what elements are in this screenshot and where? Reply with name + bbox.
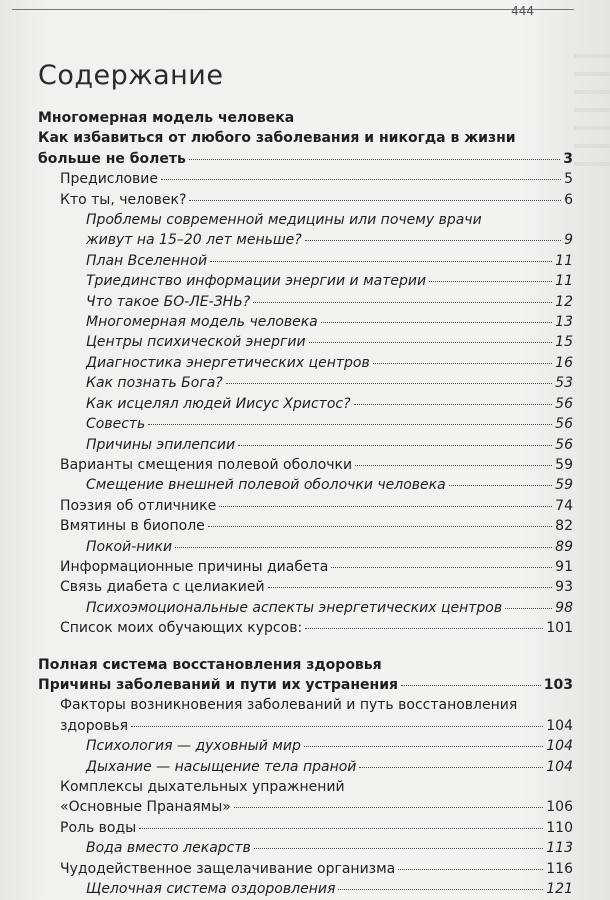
dot-leader bbox=[226, 383, 552, 384]
dot-leader bbox=[304, 746, 543, 747]
toc-entry[interactable]: Роль воды 110 bbox=[38, 818, 573, 838]
entry-page: 56 bbox=[555, 436, 573, 453]
dot-leader bbox=[305, 628, 543, 629]
dot-leader bbox=[429, 281, 552, 282]
dot-leader bbox=[398, 869, 543, 870]
entry-page: 110 bbox=[546, 819, 573, 836]
dot-leader bbox=[268, 587, 553, 588]
dot-leader bbox=[238, 445, 552, 446]
dot-leader bbox=[208, 526, 552, 527]
dot-leader bbox=[139, 828, 543, 829]
part-heading: Многомерная модель человека bbox=[38, 110, 295, 126]
toc-entry[interactable]: Поэзия об отличнике 74 bbox=[38, 496, 573, 516]
entry-page: 104 bbox=[546, 738, 573, 755]
toc-entry-line: Факторы возникновения заболеваний и путь восстановления bbox=[60, 697, 518, 714]
toc-entry[interactable]: Диагностика энергетических центров 16 bbox=[38, 353, 573, 373]
toc-entry[interactable]: живут на 15–20 лет меньше? 9 bbox=[38, 230, 573, 250]
dot-leader bbox=[254, 848, 544, 849]
entry-page: 12 bbox=[555, 293, 573, 310]
toc-entry[interactable]: Многомерная модель человека 13 bbox=[38, 312, 573, 332]
toc-entry[interactable]: Центры психической энергии 15 bbox=[38, 332, 573, 352]
entry-page: 11 bbox=[555, 273, 573, 290]
section-gap bbox=[38, 639, 573, 655]
entry-page: 13 bbox=[555, 314, 573, 331]
entry-page: 82 bbox=[555, 518, 573, 535]
toc-entry[interactable]: Причины заболеваний и пути их устранения 103 bbox=[38, 675, 573, 695]
entry-page: 113 bbox=[546, 840, 573, 857]
dot-leader bbox=[253, 302, 552, 303]
entry-page: 5 bbox=[564, 171, 573, 188]
entry-page: 6 bbox=[564, 191, 573, 208]
toc-entry[interactable]: Как исцелял людей Иисус Христос? 56 bbox=[38, 394, 573, 414]
toc-entry[interactable]: Вода вместо лекарств 113 bbox=[38, 838, 573, 858]
dot-leader bbox=[338, 889, 543, 890]
toc-entry[interactable]: Информационные причины диабета 91 bbox=[38, 557, 573, 577]
toc-entry[interactable]: Психоэмоциональные аспекты энергетических центров 98 bbox=[38, 598, 573, 618]
toc-entry[interactable]: Кто ты, человек? 6 bbox=[38, 190, 573, 210]
entry-page: 91 bbox=[555, 558, 573, 575]
dot-leader bbox=[373, 363, 552, 364]
dot-leader bbox=[305, 240, 561, 241]
toc-entry[interactable]: Связь диабета с целиакией 93 bbox=[38, 577, 573, 597]
toc-entry-line: Проблемы современной медицины или почему врачи bbox=[86, 212, 482, 229]
toc-entry[interactable]: Список моих обучающих курсов: 101 bbox=[38, 618, 573, 638]
toc-entry[interactable]: Триединство информации энергии и материи 11 bbox=[38, 271, 573, 291]
toc-entry-line: Комплексы дыхательных упражнений bbox=[60, 779, 345, 795]
toc-entry[interactable]: Вмятины в биополе 82 bbox=[38, 516, 573, 536]
entry-page: 9 bbox=[564, 232, 573, 249]
entry-page: 106 bbox=[546, 799, 573, 816]
section-heading-line: Как избавиться от любого заболевания и никогда в жизни bbox=[38, 130, 516, 147]
toc-entry[interactable]: Предисловие 5 bbox=[38, 169, 573, 189]
entry-page: 116 bbox=[546, 860, 573, 877]
toc-entry[interactable]: Щелочная система оздоровления 121 bbox=[38, 879, 573, 899]
entry-page: 56 bbox=[555, 416, 573, 433]
entry-page: 11 bbox=[555, 252, 573, 269]
entry-page: 104 bbox=[546, 717, 573, 734]
dot-leader bbox=[321, 322, 552, 323]
toc-entry[interactable]: Психология — духовный мир 104 bbox=[38, 736, 573, 756]
toc-entry[interactable]: Варианты смещения полевой оболочки 59 bbox=[38, 455, 573, 475]
entry-page: 16 bbox=[555, 354, 573, 371]
dot-leader bbox=[331, 567, 552, 568]
dot-leader bbox=[189, 159, 560, 160]
entry-page: 56 bbox=[555, 395, 573, 412]
dot-leader bbox=[309, 342, 553, 343]
table-of-contents bbox=[38, 108, 573, 899]
entry-page: 53 bbox=[555, 375, 573, 392]
entry-page: 93 bbox=[555, 579, 573, 596]
entry-page: 121 bbox=[546, 881, 573, 898]
toc-entry[interactable]: Чудодейственное защелачивание организма 116 bbox=[38, 859, 573, 879]
dot-leader bbox=[219, 506, 552, 507]
header-rule bbox=[12, 4, 574, 18]
dot-leader bbox=[131, 726, 543, 727]
dot-leader bbox=[505, 608, 552, 609]
toc-entry[interactable]: План Вселенной 11 bbox=[38, 251, 573, 271]
entry-page: 101 bbox=[546, 620, 573, 637]
dot-leader bbox=[175, 547, 552, 548]
toc-entry[interactable]: Совесть 56 bbox=[38, 414, 573, 434]
entry-page: 103 bbox=[543, 676, 573, 693]
bleed-through-text bbox=[574, 40, 610, 170]
entry-page: 59 bbox=[555, 477, 573, 494]
toc-entry[interactable]: Причины эпилепсии 56 bbox=[38, 435, 573, 455]
entry-page: 15 bbox=[555, 334, 573, 351]
dot-leader bbox=[161, 179, 561, 180]
dot-leader bbox=[354, 404, 553, 405]
dot-leader bbox=[449, 485, 552, 486]
entry-page: 74 bbox=[555, 497, 573, 514]
entry-page: 59 bbox=[555, 456, 573, 473]
toc-entry[interactable]: больше не болеть 3 bbox=[38, 149, 573, 169]
dot-leader bbox=[148, 424, 552, 425]
toc-entry[interactable]: Дыхание — насыщение тела праной 104 bbox=[38, 757, 573, 777]
toc-entry[interactable]: здоровья 104 bbox=[38, 716, 573, 736]
part-heading: Полная система восстановления здоровья bbox=[38, 656, 382, 673]
toc-entry[interactable]: Покой-ники 89 bbox=[38, 537, 573, 557]
dot-leader bbox=[359, 767, 543, 768]
entry-page: 89 bbox=[555, 538, 573, 555]
entry-page: 104 bbox=[546, 758, 573, 775]
dot-leader bbox=[234, 807, 543, 808]
dot-leader bbox=[355, 465, 552, 466]
page-number: 444 bbox=[511, 4, 534, 18]
entry-page: 3 bbox=[563, 150, 573, 167]
dot-leader bbox=[401, 685, 541, 686]
page-title: Содержание bbox=[38, 60, 224, 92]
toc-entry[interactable]: Что такое БО-ЛЕ-ЗНЬ? 12 bbox=[38, 292, 573, 312]
dot-leader bbox=[189, 200, 561, 201]
toc-entry[interactable]: «Основные Пранаямы» 106 bbox=[38, 797, 573, 817]
toc-entry[interactable]: Как познать Бога? 53 bbox=[38, 373, 573, 393]
entry-page: 98 bbox=[555, 599, 573, 616]
toc-entry[interactable]: Смещение внешней полевой оболочки человека 59 bbox=[38, 475, 573, 495]
dot-leader bbox=[210, 261, 552, 262]
